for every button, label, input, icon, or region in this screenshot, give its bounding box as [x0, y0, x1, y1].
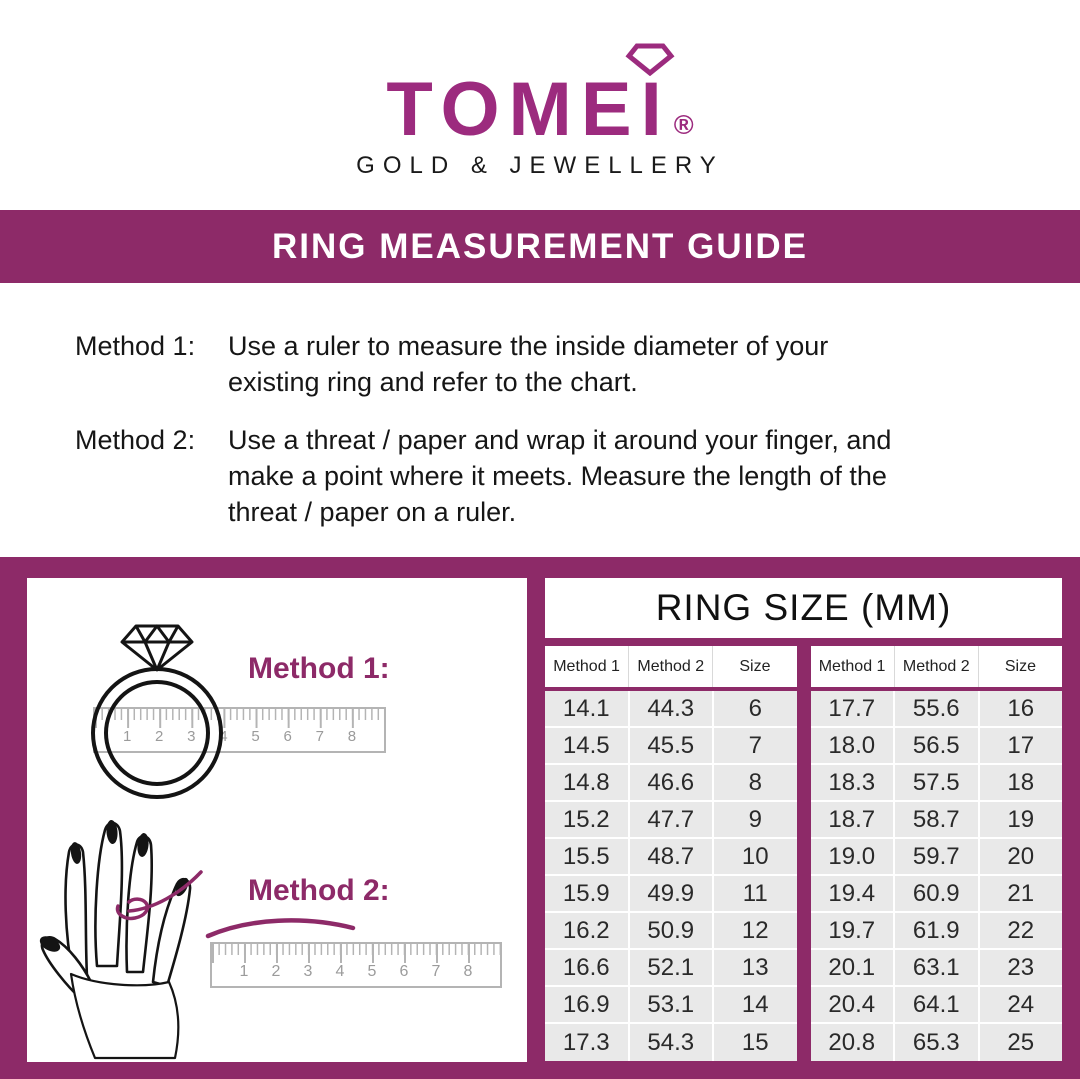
ring-size-row [811, 839, 1063, 876]
ring-size-cell: 15 [714, 1024, 797, 1061]
ring-size-cell: 24 [980, 987, 1063, 1024]
ring-size-cell: 23 [980, 950, 1063, 987]
ring-size-cell: 56.5 [895, 728, 980, 765]
ring-size-cell: 6 [714, 691, 797, 728]
ring-size-row [545, 802, 797, 839]
ring-size-row [545, 950, 797, 987]
ring-size-cell: 17.3 [545, 1024, 630, 1061]
method2-instruction-text: Use a threat / paper and wrap it around your finger, and make a point where it meets. Measure the length of the threat / paper on a ruler. [228, 425, 892, 527]
ring-size-cell: 58.7 [895, 802, 980, 839]
ring-size-table-right [811, 646, 1063, 1061]
ring-size-cell: 17.7 [811, 691, 896, 728]
ring-size-cell: 16.2 [545, 913, 630, 950]
ring-size-cell: 65.3 [895, 1024, 980, 1061]
ring-size-cell: 18.7 [811, 802, 896, 839]
ring-size-header-cell: Method 1 [545, 646, 629, 687]
ring-size-header-cell: Method 1 [811, 646, 895, 687]
ring-size-cell: 20 [980, 839, 1063, 876]
ruler-number: 4 [219, 728, 228, 746]
ring-size-row [811, 802, 1063, 839]
ring-size-table-body [545, 691, 797, 1061]
ring-size-row [545, 913, 797, 950]
ring-size-cell: 20.8 [811, 1024, 896, 1061]
ring-size-cell: 46.6 [630, 765, 715, 802]
ring-size-cell: 15.2 [545, 802, 630, 839]
ruler-number: 7 [431, 963, 441, 981]
method1-instruction-text: Use a ruler to measure the inside diameter of your existing ring and refer to the chart. [228, 331, 829, 397]
ring-size-cell: 54.3 [630, 1024, 715, 1061]
ring-size-cell: 60.9 [895, 876, 980, 913]
ring-size-header-cell: Method 2 [629, 646, 713, 687]
brand-wordmark [386, 67, 694, 152]
ring-size-cell: 63.1 [895, 950, 980, 987]
ring-size-row [811, 728, 1063, 765]
ring-size-table-left [545, 646, 797, 1061]
ring-size-cell: 19.0 [811, 839, 896, 876]
ruler-number: 5 [251, 728, 260, 746]
ring-size-cell: 47.7 [630, 802, 715, 839]
ring-size-row [811, 765, 1063, 802]
ruler-number: 1 [122, 728, 132, 746]
ring-size-cell: 19 [980, 802, 1063, 839]
ring-size-cell: 14.8 [545, 765, 630, 802]
ring-size-cell: 20.1 [811, 950, 896, 987]
brand-tagline: GOLD & JEWELLERY [356, 152, 724, 180]
ring-size-row [545, 1024, 797, 1061]
ring-size-cell: 13 [714, 950, 797, 987]
diamond-icon [625, 42, 675, 76]
measurement-diagram-panel [27, 578, 527, 1062]
method2-instruction-label: Method 2: [75, 425, 196, 455]
ruler-number: 1 [239, 963, 249, 981]
ring-size-cell: 14.1 [545, 691, 630, 728]
bottom-section [0, 557, 1080, 1079]
diagram-method2-label: Method 2: [248, 874, 390, 907]
hand-icon [29, 814, 224, 1060]
ruler-number: 3 [187, 728, 196, 746]
ring-size-cell: 50.9 [630, 913, 715, 950]
ring-size-cell: 14.5 [545, 728, 630, 765]
ring-size-cell: 48.7 [630, 839, 715, 876]
ring-size-table-body [811, 691, 1063, 1061]
ring-size-cell: 14 [714, 987, 797, 1024]
diagram-method1-label: Method 1: [248, 652, 390, 685]
ring-size-cell: 17 [980, 728, 1063, 765]
ruler-number: 8 [347, 728, 357, 746]
ring-size-cell: 22 [980, 913, 1063, 950]
ruler-number: 4 [335, 963, 345, 981]
ring-size-cell: 18.3 [811, 765, 896, 802]
ring-size-cell: 53.1 [630, 987, 715, 1024]
ring-size-row [811, 950, 1063, 987]
ring-size-table-title: RING SIZE (MM) [545, 578, 1062, 638]
ruler-number: 2 [271, 963, 281, 981]
ring-size-cell: 16.6 [545, 950, 630, 987]
ring-size-row [545, 728, 797, 765]
ring-size-cell: 7 [714, 728, 797, 765]
ring-size-cell: 19.7 [811, 913, 896, 950]
ring-size-row [811, 1024, 1063, 1061]
ring-size-cell: 59.7 [895, 839, 980, 876]
tomei-logo [0, 50, 1080, 180]
ring-size-cell: 64.1 [895, 987, 980, 1024]
ring-size-tables [545, 646, 1062, 1061]
ring-size-row [811, 913, 1063, 950]
method2-ruler [210, 942, 502, 988]
ring-size-cell: 25 [980, 1024, 1063, 1061]
ring-size-cell: 15.5 [545, 839, 630, 876]
ring-size-cell: 61.9 [895, 913, 980, 950]
ring-size-cell: 20.4 [811, 987, 896, 1024]
ring-size-row [545, 987, 797, 1024]
ring-size-row [545, 839, 797, 876]
ring-size-row [545, 691, 797, 728]
ring-size-row [545, 876, 797, 913]
method1-instruction-label: Method 1: [75, 331, 196, 361]
ring-size-header-cell: Size [1004, 657, 1036, 675]
ring-size-cell: 21 [980, 876, 1063, 913]
ring-size-row [545, 765, 797, 802]
ring-size-cell: 11 [714, 876, 797, 913]
ring-size-cell: 49.9 [630, 876, 715, 913]
ruler-number: 6 [399, 963, 409, 981]
brand-letter-i: I [641, 80, 662, 139]
diamond-ring-icon [75, 618, 239, 808]
ring-size-cell: 9 [714, 802, 797, 839]
ruler-major-ticks [212, 944, 500, 963]
ring-size-cell: 44.3 [630, 691, 715, 728]
ring-size-cell: 8 [714, 765, 797, 802]
ring-size-header-cell: Method 2 [895, 646, 979, 687]
thread-curve-icon [205, 914, 357, 940]
ruler-number: 8 [463, 963, 473, 981]
ring-size-header-cell: Size [739, 657, 771, 675]
ring-size-cell: 16 [980, 691, 1063, 728]
ring-size-table-header [545, 646, 797, 691]
ring-size-cell: 57.5 [895, 765, 980, 802]
ruler-number: 3 [303, 963, 313, 981]
ring-size-row [811, 691, 1063, 728]
ring-size-cell: 10 [714, 839, 797, 876]
method2-instruction [75, 422, 968, 530]
ruler-number: 7 [315, 728, 324, 746]
ruler-number: 2 [155, 728, 164, 746]
ring-size-cell: 55.6 [895, 691, 980, 728]
ring-size-cell: 52.1 [630, 950, 715, 987]
ruler-number: 6 [283, 728, 292, 746]
title-banner [0, 210, 1080, 283]
ring-size-cell: 12 [714, 913, 797, 950]
ruler-number: 5 [367, 963, 377, 981]
ring-size-row [811, 876, 1063, 913]
ring-size-cell: 15.9 [545, 876, 630, 913]
ring-size-cell: 18.0 [811, 728, 896, 765]
page-title: RING MEASUREMENT GUIDE [272, 226, 808, 266]
registered-mark: ® [673, 110, 694, 141]
ring-size-cell: 16.9 [545, 987, 630, 1024]
brand-text: TOME [386, 67, 641, 152]
ring-size-table-panel [545, 578, 1062, 1062]
ring-size-table-header [811, 646, 1063, 691]
ring-size-cell: 18 [980, 765, 1063, 802]
ring-size-cell: 19.4 [811, 876, 896, 913]
ring-size-cell: 45.5 [630, 728, 715, 765]
ring-size-row [811, 987, 1063, 1024]
method1-instruction [75, 328, 968, 400]
